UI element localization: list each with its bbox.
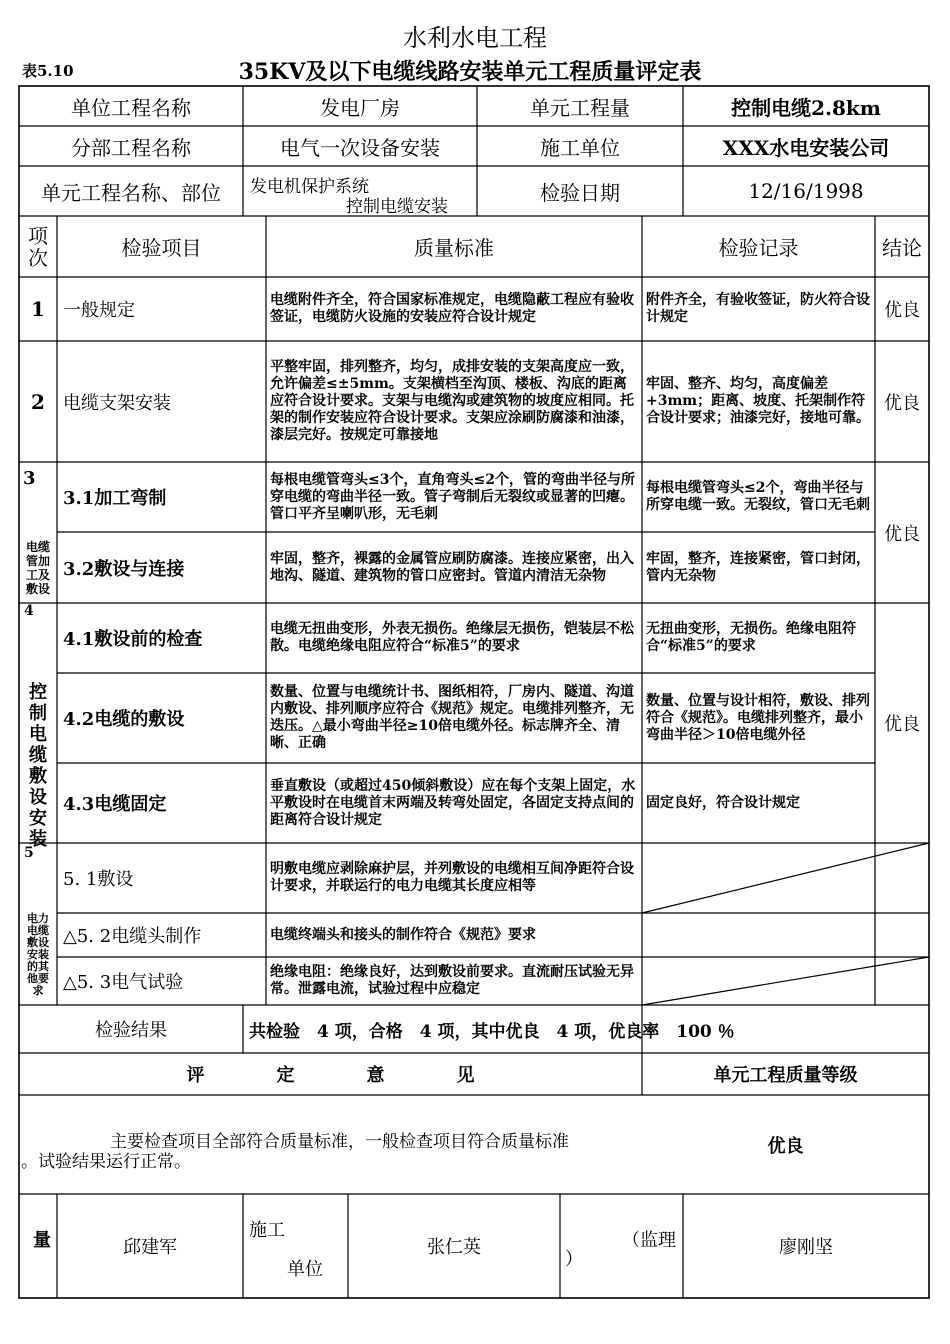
group-4-label: 控制电缆敷设安装 <box>29 682 47 850</box>
row-1-result: 优良 <box>884 300 920 321</box>
group-3-result: 优良 <box>884 523 920 545</box>
column-header-record: 检验记录 <box>718 236 799 260</box>
group-4-result: 优良 <box>884 714 920 735</box>
group-4-no: 4 <box>24 603 34 619</box>
row-5-1-item: 5. 1敷设 <box>63 869 134 890</box>
construction-unit-value: XXX水电安装公司 <box>722 135 890 160</box>
row-4-3-item: 4.3电缆固定 <box>63 794 167 815</box>
row-1-standard: 电缆附件齐全，符合国家标准规定，电缆隐蔽工程应有验收签证，电缆防火设施的安装应符合设计规定 <box>270 292 634 325</box>
unit-quantity-label: 单元工程量 <box>530 95 630 120</box>
row-2-no: 2 <box>31 389 45 414</box>
row-5-3-standard: 绝缘电阻：绝缘良好，达到敷设前要求。直流耐压试验无异常。泄露电流，试验过程中应稳定 <box>270 964 634 997</box>
row-3-2-item: 3.2敷设与连接 <box>63 558 185 580</box>
column-header-result: 结论 <box>882 236 922 260</box>
unit-name-location-label: 单元工程名称、部位 <box>41 180 221 205</box>
column-header-item: 检验项目 <box>121 236 202 260</box>
unit-location-line1: 发电机保护系统 <box>250 177 369 197</box>
row-5-2-standard: 电缆终端头和接头的制作符合《规范》要求 <box>270 926 536 943</box>
construction-unit-label: 施工单位 <box>540 135 620 160</box>
inspection-date-label: 检验日期 <box>540 180 620 205</box>
row-4-1-item: 4.1敷设前的检查 <box>63 629 203 650</box>
unit-project-name-label: 单位工程名称 <box>71 95 191 120</box>
evaluation-opinion-text-line2: 。试验结果运行正常。 <box>21 1152 191 1172</box>
sub-project-name-label: 分部工程名称 <box>71 135 191 160</box>
row-4-2-standard: 数量、位置与电缆统计书、图纸相符，厂房内、隧道、沟道内敷设、排列顺序应符合《规范》规定。电缆排列整齐，无迭压。△最小弯曲半径≥10倍电缆外径。标志牌齐全、清晰、正确 <box>270 684 634 751</box>
column-header-no: 项次 <box>28 223 48 270</box>
inspection-result-text: 共检验 4 项，合格 4 项，其中优良 4 项，优良率 100 ％ <box>249 1021 735 1042</box>
row-2-standard: 平整牢固，排列整齐，均匀，成排安装的支架高度应一致，允许偏差≤±5mm。支架横档至沟顶、楼板、沟底的距离应符合设计要求。支架与电缆沟或建筑物的坡度应相同。托架的制作安装应符合设计要求。支架应涂刷防腐漆和油漆，漆层完好。按规定可靠接地 <box>270 359 634 443</box>
signature-2-name: 张仁英 <box>427 1237 481 1258</box>
group-3-no: 3 <box>23 468 36 489</box>
row-3-2-standard: 牢固，整齐，裸露的金属管应刷防腐漆。连接应紧密，出入地沟、隧道、建筑物的管口应密封。管道内清洁无杂物 <box>270 550 634 584</box>
quality-grade-value: 优良 <box>767 1135 804 1157</box>
sub-project-name-value: 电气一次设备安装 <box>280 135 440 160</box>
table-number: 表5.10 <box>22 62 74 80</box>
form-title-line2: 35KV及以下电缆线路安装单元工程质量评定表 <box>238 59 702 85</box>
signature-3-name: 廖刚坚 <box>779 1237 833 1258</box>
row-1-item: 一般规定 <box>63 300 135 321</box>
row-4-3-record: 固定良好，符合设计规定 <box>646 794 800 811</box>
column-header-standard: 质量标准 <box>414 236 494 260</box>
row-3-1-record: 每根电缆管弯头≤2个，弯曲半径与所穿电缆一致。无裂纹，管口无毛刺 <box>646 480 870 513</box>
row-3-1-item: 3.1加工弯制 <box>63 488 167 509</box>
row-2-result: 优良 <box>884 392 920 414</box>
unit-project-name-value: 发电厂房 <box>320 95 400 120</box>
evaluation-opinion-text-line1: 主要检查项目全部符合质量标准，一般检查项目符合质量标准 <box>110 1132 569 1152</box>
unit-quantity-value: 控制电缆2.8km <box>731 95 881 120</box>
signature-1-name: 邱建军 <box>123 1237 177 1258</box>
signature-3-label-b: ） <box>565 1249 583 1270</box>
inspection-date-value: 12/16/1998 <box>748 179 864 203</box>
unit-location-line2: 控制电缆安装 <box>346 197 448 217</box>
row-3-1-standard: 每根电缆管弯头≤3个，直角弯头≤2个，管的弯曲半径与所穿电缆的弯曲半径一致。管子弯制后无裂纹或显著的凹瘪。管口平齐呈喇叭形，无毛刺 <box>270 471 635 522</box>
quality-grade-label: 单元工程质量等级 <box>713 1065 858 1086</box>
row-4-2-record: 数量、位置与设计相符，敷设、排列符合《规范》。电缆排列整齐，最小弯曲半径＞10倍电缆外径 <box>646 692 870 743</box>
evaluation-opinion-label: 评 定 意 见 <box>186 1065 475 1086</box>
row-1-record: 附件齐全，有验收签证，防火符合设计规定 <box>646 292 870 325</box>
row-5-2-item: △5. 2电缆头制作 <box>63 926 202 947</box>
group-5-no: 5 <box>24 845 34 861</box>
signature-1-label: 量 <box>33 1230 51 1251</box>
group-3-label: 电缆管加工及敷设 <box>25 540 50 596</box>
group-5-label: 电力电缆敷设安装的其他要求 <box>27 912 49 997</box>
signature-3-label-a: （监理 <box>622 1230 676 1251</box>
row-4-2-item: 4.2电缆的敷设 <box>63 709 185 730</box>
row-2-item: 电缆支架安装 <box>63 392 171 414</box>
row-5-1-standard: 明敷电缆应剥除麻护层，并列敷设的电缆相互间净距符合设计要求，并联运行的电力电缆其长度应相等 <box>270 861 634 894</box>
row-2-record: 牢固、整齐、均匀，高度偏差+3mm；距离、坡度、托架制作符合设计要求；油漆完好，接地可靠。 <box>646 376 870 426</box>
signature-2-label-a: 施工 <box>249 1220 285 1241</box>
form-title-line1: 水利水电工程 <box>403 24 547 52</box>
row-1-no: 1 <box>31 297 45 321</box>
row-3-2-record: 牢固，整齐，连接紧密，管口封闭，管内无杂物 <box>646 550 870 584</box>
row-4-3-standard: 垂直敷设（或超过450倾斜敷设）应在每个支架上固定，水平敷设时在电缆首末两端及转弯处固定，各固定支持点间的距离符合设计规定 <box>270 777 636 828</box>
row-4-1-standard: 电缆无扭曲变形，外表无损伤。绝缘层无损伤，铠装层不松散。电缆绝缘电阻应符合“标准5”的要求 <box>270 621 634 654</box>
inspection-result-label: 检验结果 <box>95 1020 167 1041</box>
signature-2-label-b: 单位 <box>287 1259 323 1280</box>
row-5-3-item: △5. 3电气试验 <box>63 972 184 993</box>
row-4-1-record: 无扭曲变形，无损伤。绝缘电阻符合“标准5”的要求 <box>646 621 856 654</box>
